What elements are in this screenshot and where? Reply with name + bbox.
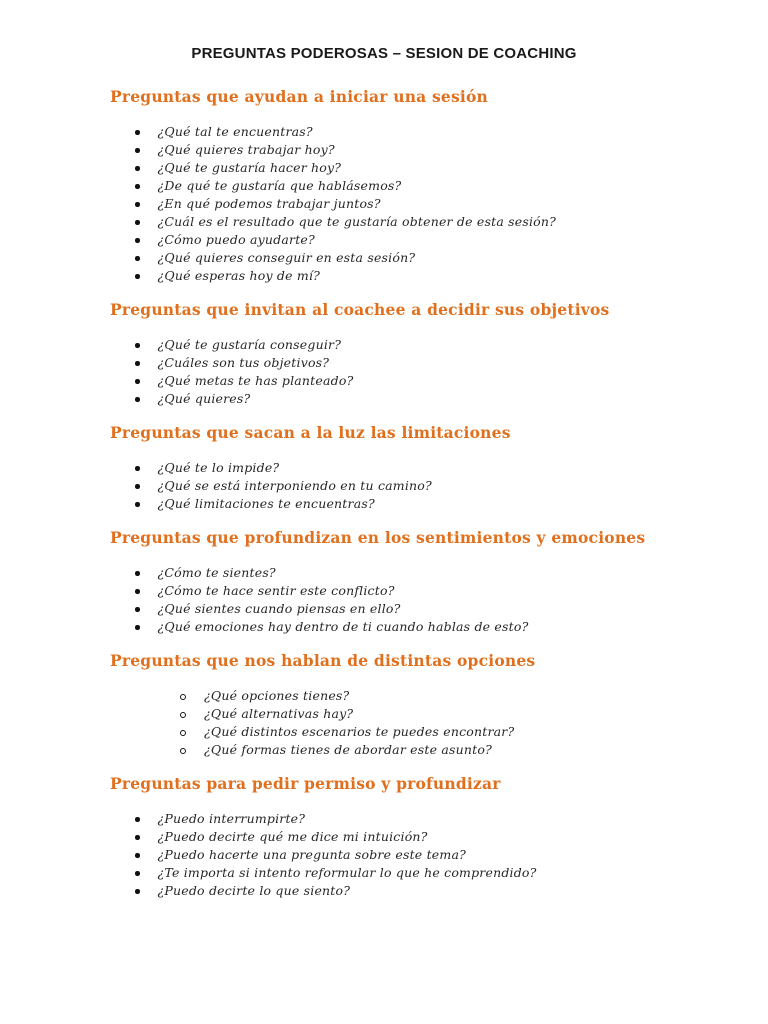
bullet-icon <box>135 817 140 822</box>
document-title: PREGUNTAS PODEROSAS – SESION DE COACHING <box>191 45 577 62</box>
bullet-icon <box>135 343 140 348</box>
bullet-icon <box>135 166 140 171</box>
question-text: ¿Puedo decirte qué me dice mi intuición? <box>157 829 428 844</box>
circle-bullet-icon <box>180 748 186 754</box>
question-item <box>135 459 688 477</box>
question-item <box>135 810 688 828</box>
section-limitaciones <box>110 423 688 513</box>
bullet-icon <box>135 148 140 153</box>
question-text: ¿Cómo te sientes? <box>157 565 276 580</box>
question-item <box>135 390 688 408</box>
section-decidir-objetivos <box>110 300 688 408</box>
question-item <box>135 336 688 354</box>
document-content <box>110 87 688 900</box>
bullet-icon <box>135 397 140 402</box>
question-item <box>135 177 688 195</box>
question-item <box>135 141 688 159</box>
bullet-icon <box>135 853 140 858</box>
section-heading: Preguntas que invitan al coachee a decidir sus objetivos <box>110 300 610 319</box>
question-item <box>135 477 688 495</box>
question-item <box>135 159 688 177</box>
question-list <box>110 123 688 285</box>
bullet-icon <box>135 238 140 243</box>
question-text: ¿Qué se está interponiendo en tu camino? <box>157 478 432 493</box>
question-item <box>180 687 688 705</box>
section-heading: Preguntas que nos hablan de distintas opciones <box>110 651 536 670</box>
circle-bullet-icon <box>180 712 186 718</box>
section-heading: Preguntas para pedir permiso y profundizar <box>110 774 501 793</box>
question-text: ¿Qué quieres? <box>157 391 251 406</box>
bullet-icon <box>135 361 140 366</box>
question-text: ¿Cómo puedo ayudarte? <box>157 232 315 247</box>
question-text: ¿Qué formas tienes de abordar este asunto? <box>204 742 493 757</box>
question-list <box>110 564 688 636</box>
section-heading: Preguntas que ayudan a iniciar una sesión <box>110 87 489 106</box>
question-text: ¿Qué te gustaría hacer hoy? <box>157 160 342 175</box>
bullet-icon <box>135 889 140 894</box>
question-item <box>180 741 688 759</box>
bullet-icon <box>135 625 140 630</box>
bullet-icon <box>135 130 140 135</box>
question-text: ¿Puedo interrumpirte? <box>157 811 306 826</box>
section-heading: Preguntas que profundizan en los sentimientos y emociones <box>110 528 646 547</box>
question-text: ¿Te importa si intento reformular lo que he comprendido? <box>157 865 537 880</box>
question-item <box>135 354 688 372</box>
question-item <box>135 564 688 582</box>
question-item <box>135 846 688 864</box>
section-distintas-opciones <box>110 651 688 759</box>
bullet-icon <box>135 220 140 225</box>
question-text: ¿Qué emociones hay dentro de ti cuando hablas de esto? <box>157 619 529 634</box>
question-list <box>110 459 688 513</box>
bullet-icon <box>135 871 140 876</box>
bullet-icon <box>135 484 140 489</box>
bullet-icon <box>135 184 140 189</box>
question-item <box>135 600 688 618</box>
question-text: ¿Qué sientes cuando piensas en ello? <box>157 601 401 616</box>
section-heading: Preguntas que sacan a la luz las limitaciones <box>110 423 511 442</box>
question-item <box>135 618 688 636</box>
bullet-icon <box>135 607 140 612</box>
bullet-icon <box>135 502 140 507</box>
question-text: ¿Cuáles son tus objetivos? <box>157 355 330 370</box>
bullet-icon <box>135 274 140 279</box>
question-item <box>135 213 688 231</box>
question-item <box>180 723 688 741</box>
question-item <box>135 582 688 600</box>
question-item <box>135 372 688 390</box>
bullet-icon <box>135 379 140 384</box>
question-text: ¿Cómo te hace sentir este conflicto? <box>157 583 395 598</box>
question-item <box>135 231 688 249</box>
circle-bullet-icon <box>180 730 186 736</box>
question-item <box>180 705 688 723</box>
bullet-icon <box>135 466 140 471</box>
section-sentimientos-emociones <box>110 528 688 636</box>
question-text: ¿Puedo hacerte una pregunta sobre este tema? <box>157 847 467 862</box>
question-item <box>135 195 688 213</box>
question-text: ¿Qué tal te encuentras? <box>157 124 313 139</box>
question-text: ¿Cuál es el resultado que te gustaría obtener de esta sesión? <box>157 214 557 229</box>
question-text: ¿Qué opciones tienes? <box>204 688 350 703</box>
question-list <box>110 336 688 408</box>
question-list <box>110 687 688 759</box>
question-text: ¿Qué esperas hoy de mí? <box>157 268 321 283</box>
section-iniciar-sesion <box>110 87 688 285</box>
question-item <box>135 249 688 267</box>
bullet-icon <box>135 835 140 840</box>
question-text: ¿Qué distintos escenarios te puedes encontrar? <box>204 724 515 739</box>
question-text: ¿Qué te lo impide? <box>157 460 280 475</box>
question-list <box>110 810 688 900</box>
bullet-icon <box>135 256 140 261</box>
question-item <box>135 882 688 900</box>
question-text: ¿Qué limitaciones te encuentras? <box>157 496 375 511</box>
question-text: ¿Qué te gustaría conseguir? <box>157 337 342 352</box>
question-item <box>135 828 688 846</box>
question-item <box>135 864 688 882</box>
question-text: ¿Qué metas te has planteado? <box>157 373 354 388</box>
question-text: ¿Qué quieres trabajar hoy? <box>157 142 335 157</box>
question-text: ¿De qué te gustaría que hablásemos? <box>157 178 402 193</box>
bullet-icon <box>135 571 140 576</box>
section-pedir-permiso <box>110 774 688 900</box>
question-item <box>135 267 688 285</box>
question-text: ¿Puedo decirte lo que siento? <box>157 883 351 898</box>
bullet-icon <box>135 202 140 207</box>
question-item <box>135 495 688 513</box>
question-text: ¿En qué podemos trabajar juntos? <box>157 196 381 211</box>
question-text: ¿Qué alternativas hay? <box>204 706 354 721</box>
circle-bullet-icon <box>180 694 186 700</box>
question-item <box>135 123 688 141</box>
bullet-icon <box>135 589 140 594</box>
question-text: ¿Qué quieres conseguir en esta sesión? <box>157 250 416 265</box>
